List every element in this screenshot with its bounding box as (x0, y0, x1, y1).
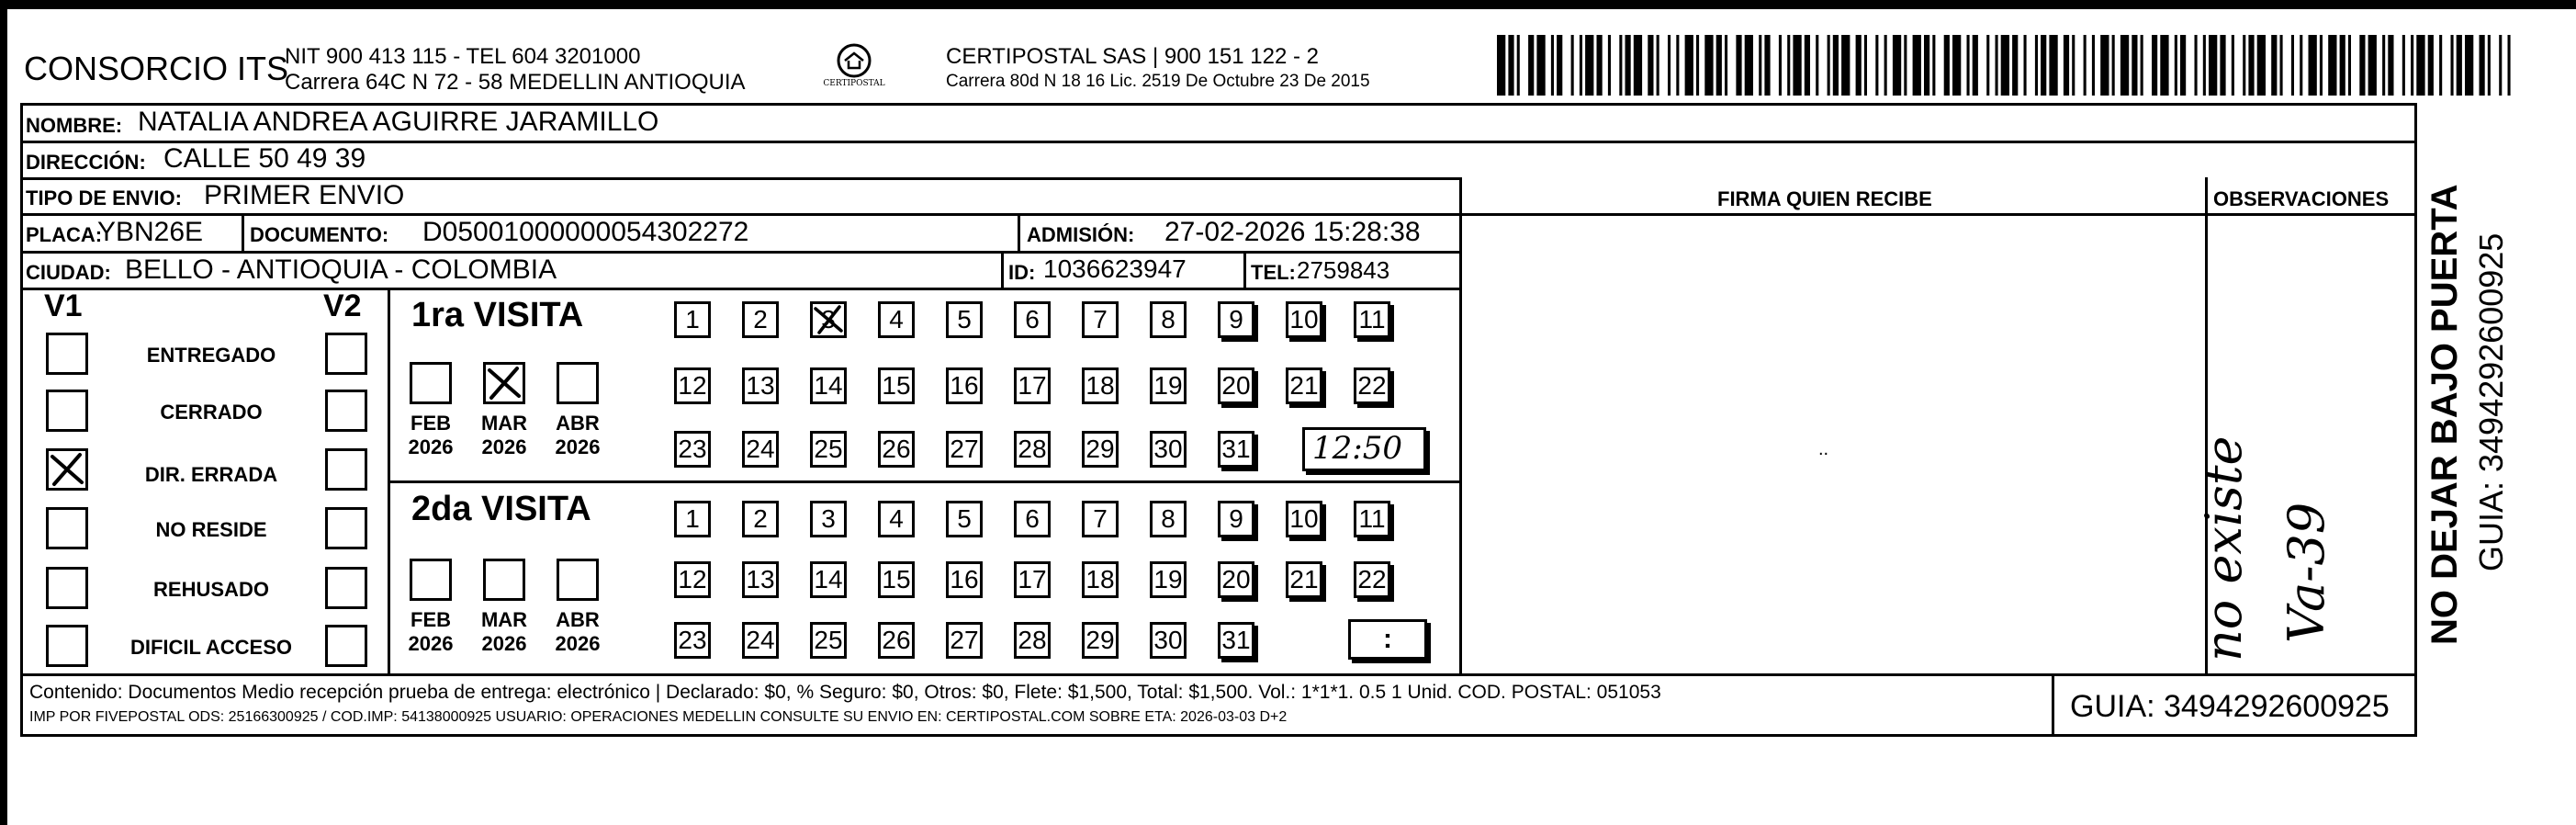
row-line (20, 288, 1462, 290)
day-box[interactable]: 19 (1150, 561, 1187, 598)
day-box[interactable]: 19 (1150, 367, 1187, 404)
barcode-bar (1508, 35, 1513, 96)
v1-header: V1 (44, 288, 83, 323)
barcode-bar (1634, 35, 1642, 96)
barcode-bar (1913, 35, 1921, 96)
day-box[interactable]: 9 (1218, 501, 1254, 537)
v1-checkbox[interactable] (46, 333, 88, 375)
barcode-bar (2203, 35, 2206, 96)
day-box[interactable]: 16 (946, 367, 983, 404)
barcode-bar (2428, 35, 2434, 96)
day-box[interactable]: 13 (742, 561, 779, 598)
barcode-bar (2243, 35, 2245, 96)
col-line (242, 213, 244, 251)
v2-checkbox[interactable] (325, 333, 367, 375)
first-visit-time-box (1302, 427, 1426, 471)
day-box[interactable]: 20 (1218, 561, 1254, 598)
id-value: 1036623947 (1043, 254, 1187, 283)
barcode-bar (1932, 35, 1935, 96)
barcode-bar (1625, 35, 1631, 96)
month-year: 2026 (408, 632, 454, 655)
barcode-bar (1536, 35, 1545, 96)
barcode-bar (2300, 35, 2302, 96)
barcode-bar (1704, 35, 1713, 96)
barcode-bar (1528, 35, 1534, 96)
day-box[interactable]: 28 (1014, 622, 1051, 659)
footer-content: Contenido: Documentos Medio recepción prueba de entrega: electrónico | Declarado: $0, % Seguro: $0, Otros: $0, Flete: $1,500, Total: $1,500. Vol.: 1*1*1. 0.5 1 Unid. COD. POSTAL: 051053 (29, 682, 1661, 703)
barcode-bar (2024, 35, 2027, 96)
day-box[interactable]: 7 (1082, 301, 1119, 338)
firma-header: FIRMA QUIEN RECIBE (1717, 187, 1932, 210)
status-label: DIR. ERRADA (144, 463, 278, 486)
barcode-bar (1793, 35, 1801, 96)
month-name: FEB (411, 608, 451, 631)
day-box[interactable]: 2 (742, 501, 779, 537)
v1-checkbox[interactable] (46, 448, 88, 491)
month-name: MAR (480, 412, 528, 435)
barcode-bar (1944, 35, 1950, 96)
documento-label: DOCUMENTO: (250, 223, 389, 246)
v2-checkbox[interactable] (325, 507, 367, 549)
month-name: ABR (556, 608, 600, 631)
barcode-bar (1725, 35, 1727, 96)
barcode-bar (1668, 35, 1670, 96)
col-line (1243, 251, 1246, 288)
day-box[interactable]: 30 (1150, 431, 1187, 468)
day-box[interactable]: 24 (742, 622, 779, 659)
barcode-bar (2195, 35, 2198, 96)
scan-edge-left (0, 0, 7, 825)
barcode-bar (2141, 35, 2143, 96)
barcode-bar (2340, 35, 2345, 96)
barcode-bar (2402, 35, 2405, 96)
barcode-bar (1571, 35, 1574, 96)
barcode-bar (1676, 35, 1679, 96)
barcode-bar (1805, 35, 1810, 96)
day-box[interactable]: 26 (878, 431, 915, 468)
day-box[interactable]: 3 (810, 301, 847, 338)
day-box[interactable]: 20 (1218, 367, 1254, 404)
observaciones-handwriting: no existe (2195, 435, 2253, 661)
day-box[interactable]: 31 (1218, 622, 1254, 659)
month-checkbox[interactable] (410, 559, 452, 601)
status-label: REHUSADO (153, 578, 269, 601)
barcode-bar (1779, 35, 1782, 96)
v2-checkbox[interactable] (325, 390, 367, 432)
barcode-bar (2112, 35, 2115, 96)
day-box[interactable]: 25 (810, 622, 847, 659)
scan-edge-top (0, 0, 2576, 9)
day-box[interactable]: 14 (810, 561, 847, 598)
placa-label: PLACA: (26, 223, 103, 246)
barcode-bar (2411, 35, 2413, 96)
day-box[interactable]: 14 (810, 367, 847, 404)
status-label: NO RESIDE (155, 518, 267, 541)
day-box[interactable]: 1 (674, 301, 711, 338)
certipostal-logo (825, 40, 883, 96)
day-box[interactable]: 5 (946, 301, 983, 338)
day-box[interactable]: 23 (674, 431, 711, 468)
tel-value: 2759843 (1297, 256, 1390, 284)
barcode-bar (2348, 35, 2351, 96)
barcode-bar (1736, 35, 1741, 96)
v1-checkbox[interactable] (46, 625, 88, 667)
barcode-bar (2320, 35, 2323, 96)
footer-tracking: IMP POR FIVEPOSTAL ODS: 25166300925 / COD.IMP: 54138000925 USUARIO: OPERACIONES MEDELLIN CONSULTE SU ENVIO EN: CERTIPOSTAL.COM SOBRE ETA: 2026-03-03 D+2 (29, 709, 1288, 725)
first-visit-time: 12:50 (1312, 430, 1402, 467)
barcode-bar (2451, 35, 2454, 96)
barcode-bar (2049, 35, 2057, 96)
day-box[interactable]: 8 (1150, 301, 1187, 338)
admision-label: ADMISIÓN: (1027, 223, 1135, 246)
barcode-bar (1696, 35, 1699, 96)
day-box[interactable]: 6 (1014, 301, 1051, 338)
barcode-bar (2309, 35, 2317, 96)
barcode-bar (2180, 35, 2186, 96)
barcode-bar (2480, 35, 2485, 96)
barcode-bar (1967, 35, 1970, 96)
day-box[interactable]: 4 (878, 501, 915, 537)
barcode-bar (1973, 35, 1978, 96)
barcode-bar (2064, 35, 2069, 96)
observaciones-header: OBSERVACIONES (2213, 187, 2390, 210)
day-box[interactable]: 10 (1286, 501, 1322, 537)
barcode-bar (1716, 35, 1722, 96)
day-box[interactable]: 15 (878, 561, 915, 598)
month-name: MAR (480, 608, 528, 631)
month-year: 2026 (408, 435, 454, 458)
month-checkbox[interactable] (557, 362, 599, 404)
barcode-bar (1875, 35, 1878, 96)
barcode-bar (1841, 35, 1850, 96)
barcode-bar (2041, 35, 2046, 96)
barcode-bar (2499, 35, 2502, 96)
barcode-bar (1864, 35, 1867, 96)
barcode-bar (2175, 35, 2177, 96)
barcode-bar (2271, 35, 2277, 96)
id-label: ID: (1008, 261, 1036, 284)
barcode-bar (2160, 35, 2168, 96)
barcode-bar (2100, 35, 2109, 96)
day-box[interactable]: 22 (1354, 367, 1390, 404)
barcode-bar (1828, 35, 1830, 96)
barcode-bar (1787, 35, 1790, 96)
side-warning: NO DEJAR BAJO PUERTA (2424, 184, 2465, 645)
month-checkbox[interactable] (410, 362, 452, 404)
month-year: 2026 (481, 632, 527, 655)
day-box[interactable]: 24 (742, 431, 779, 468)
company-name: CONSORCIO ITS (24, 50, 289, 87)
footer-line (20, 673, 2417, 676)
day-box[interactable]: 26 (878, 622, 915, 659)
v1-checkbox[interactable] (46, 390, 88, 432)
barcode-bar (2092, 35, 2095, 96)
barcode-bar (2209, 35, 2217, 96)
day-box[interactable]: 11 (1354, 501, 1390, 537)
month-year: 2026 (555, 632, 601, 655)
tel-label: TEL: (1251, 261, 1296, 284)
day-box[interactable]: 3 (810, 501, 847, 537)
barcode-bar (2132, 35, 2137, 96)
day-box[interactable]: 12 (674, 561, 711, 598)
v2-header: V2 (323, 288, 362, 323)
status-label: CERRADO (160, 401, 263, 424)
month-year: 2026 (481, 435, 527, 458)
day-box[interactable]: 5 (946, 501, 983, 537)
v1-checkbox[interactable] (46, 567, 88, 609)
day-box[interactable]: 23 (674, 622, 711, 659)
barcode-bar (2416, 35, 2424, 96)
first-visit-title: 1ra VISITA (411, 296, 584, 334)
ciudad-value: BELLO - ANTIOQUIA - COLOMBIA (125, 254, 557, 285)
row-line (20, 141, 2417, 143)
day-box[interactable]: 31 (1218, 431, 1254, 468)
day-box[interactable]: 18 (1082, 561, 1119, 598)
barcode (1497, 35, 2516, 96)
courier-address: Carrera 80d N 18 16 Lic. 2519 De Octubre 23 De 2015 (946, 72, 1370, 91)
barcode-bar (2220, 35, 2225, 96)
day-box[interactable]: 4 (878, 301, 915, 338)
nombre-value: NATALIA ANDREA AGUIRRE JARAMILLO (138, 107, 659, 137)
day-box[interactable]: 15 (878, 367, 915, 404)
barcode-bar (1517, 35, 1520, 96)
day-box[interactable]: 13 (742, 367, 779, 404)
day-box[interactable]: 9 (1218, 301, 1254, 338)
barcode-bar (2035, 35, 2038, 96)
day-box[interactable]: 29 (1082, 622, 1119, 659)
barcode-bar (2001, 35, 2009, 96)
barcode-bar (1685, 35, 1693, 96)
second-visit-time: : (1383, 624, 1392, 654)
barcode-bar (2368, 35, 2377, 96)
signature-mark: .. (1818, 439, 1829, 459)
barcode-bar (2291, 35, 2294, 96)
day-box[interactable]: 17 (1014, 561, 1051, 598)
day-box[interactable]: 30 (1150, 622, 1187, 659)
day-box[interactable]: 6 (1014, 501, 1051, 537)
barcode-bar (2072, 35, 2075, 96)
observaciones-handwriting-2: Va-39 (2278, 502, 2335, 643)
barcode-bar (2488, 35, 2491, 96)
status-label: ENTREGADO (146, 344, 276, 367)
company-address: Carrera 64C N 72 - 58 MEDELLIN ANTIOQUIA (285, 70, 746, 95)
barcode-bar (2257, 35, 2266, 96)
visit-separator (388, 480, 1459, 483)
v2-checkbox[interactable] (325, 625, 367, 667)
day-box[interactable]: 22 (1354, 561, 1390, 598)
placa-value: YBN26E (97, 217, 204, 247)
footer-col-line (2052, 673, 2054, 737)
month-name: FEB (411, 412, 451, 435)
day-box[interactable]: 7 (1082, 501, 1119, 537)
barcode-bar (1619, 35, 1622, 96)
barcode-bar (1924, 35, 1929, 96)
barcode-bar (1904, 35, 1907, 96)
col-line (1459, 177, 1462, 673)
barcode-bar (1952, 35, 1961, 96)
barcode-bar (1745, 35, 1753, 96)
admision-value: 27-02-2026 15:28:38 (1164, 217, 1421, 247)
barcode-bar (2248, 35, 2254, 96)
day-box[interactable]: 28 (1014, 431, 1051, 468)
direccion-value: CALLE 50 49 39 (163, 143, 366, 174)
direccion-label: DIRECCIÓN: (26, 151, 146, 174)
barcode-bar (1986, 35, 1989, 96)
day-box[interactable]: 2 (742, 301, 779, 338)
day-box[interactable]: 8 (1150, 501, 1187, 537)
barcode-bar (1884, 35, 1887, 96)
barcode-bar (2084, 35, 2087, 96)
company-nit: NIT 900 413 115 - TEL 604 3201000 (285, 44, 641, 69)
barcode-bar (2439, 35, 2442, 96)
v1-checkbox[interactable] (46, 507, 88, 549)
month-checkbox[interactable] (483, 559, 525, 601)
documento-value: D05001000000054302272 (422, 217, 749, 247)
barcode-bar (1551, 35, 1554, 96)
day-box[interactable]: 11 (1354, 301, 1390, 338)
month-checkbox[interactable] (557, 559, 599, 601)
barcode-bar (1893, 35, 1901, 96)
footer-guia: GUIA: 3494292600925 (2070, 689, 2390, 724)
barcode-bar (1816, 35, 1818, 96)
barcode-bar (1856, 35, 1862, 96)
barcode-bar (1759, 35, 1761, 96)
day-box[interactable]: 21 (1286, 561, 1322, 598)
month-checkbox[interactable] (483, 362, 525, 404)
barcode-bar (2328, 35, 2336, 96)
barcode-bar (2457, 35, 2462, 96)
day-box[interactable]: 17 (1014, 367, 1051, 404)
barcode-bar (1597, 35, 1603, 96)
col-line (1018, 213, 1020, 251)
row-line (20, 213, 2417, 216)
month-year: 2026 (555, 435, 601, 458)
barcode-bar (2508, 35, 2511, 96)
day-box[interactable]: 10 (1286, 301, 1322, 338)
v2-checkbox[interactable] (325, 567, 367, 609)
barcode-bar (2388, 35, 2393, 96)
nombre-label: NOMBRE: (26, 114, 123, 137)
day-box[interactable]: 21 (1286, 367, 1322, 404)
v2-checkbox[interactable] (325, 448, 367, 491)
barcode-bar (1996, 35, 1998, 96)
barcode-bar (1833, 35, 1839, 96)
barcode-bar (1557, 35, 1562, 96)
barcode-bar (1585, 35, 1593, 96)
barcode-bar (2465, 35, 2473, 96)
barcode-bar (2120, 35, 2129, 96)
second-visit-title: 2da VISITA (411, 490, 591, 528)
month-name: ABR (556, 412, 600, 435)
logo-text: CERTIPOSTAL (823, 79, 885, 88)
day-box[interactable]: 27 (946, 431, 983, 468)
courier-name: CERTIPOSTAL SAS | 900 151 122 - 2 (946, 44, 1319, 69)
barcode-bar (2359, 35, 2365, 96)
day-box[interactable]: 16 (946, 561, 983, 598)
tipo-envio-value: PRIMER ENVIO (204, 180, 405, 210)
second-visit-time-box (1348, 619, 1427, 660)
status-label: DIFICIL ACCESO (129, 636, 292, 659)
tipo-envio-label: TIPO DE ENVIO: (26, 186, 182, 209)
barcode-bar (1580, 35, 1582, 96)
barcode-bar (1497, 35, 1505, 96)
day-box[interactable]: 25 (810, 431, 847, 468)
day-box[interactable]: 18 (1082, 367, 1119, 404)
day-box[interactable]: 29 (1082, 431, 1119, 468)
ciudad-label: CIUDAD: (26, 261, 111, 284)
barcode-bar (1608, 35, 1611, 96)
barcode-bar (2152, 35, 2157, 96)
day-box[interactable]: 27 (946, 622, 983, 659)
barcode-bar (2232, 35, 2234, 96)
col-line (1001, 251, 1004, 288)
barcode-bar (2012, 35, 2018, 96)
barcode-bar (2382, 35, 2385, 96)
barcode-bar (1648, 35, 1653, 96)
day-box[interactable]: 1 (674, 501, 711, 537)
barcode-bar (1657, 35, 1659, 96)
day-box[interactable]: 12 (674, 367, 711, 404)
barcode-bar (1764, 35, 1770, 96)
side-guia: GUIA: 3494292600925 (2472, 232, 2510, 571)
barcode-bar (2280, 35, 2283, 96)
